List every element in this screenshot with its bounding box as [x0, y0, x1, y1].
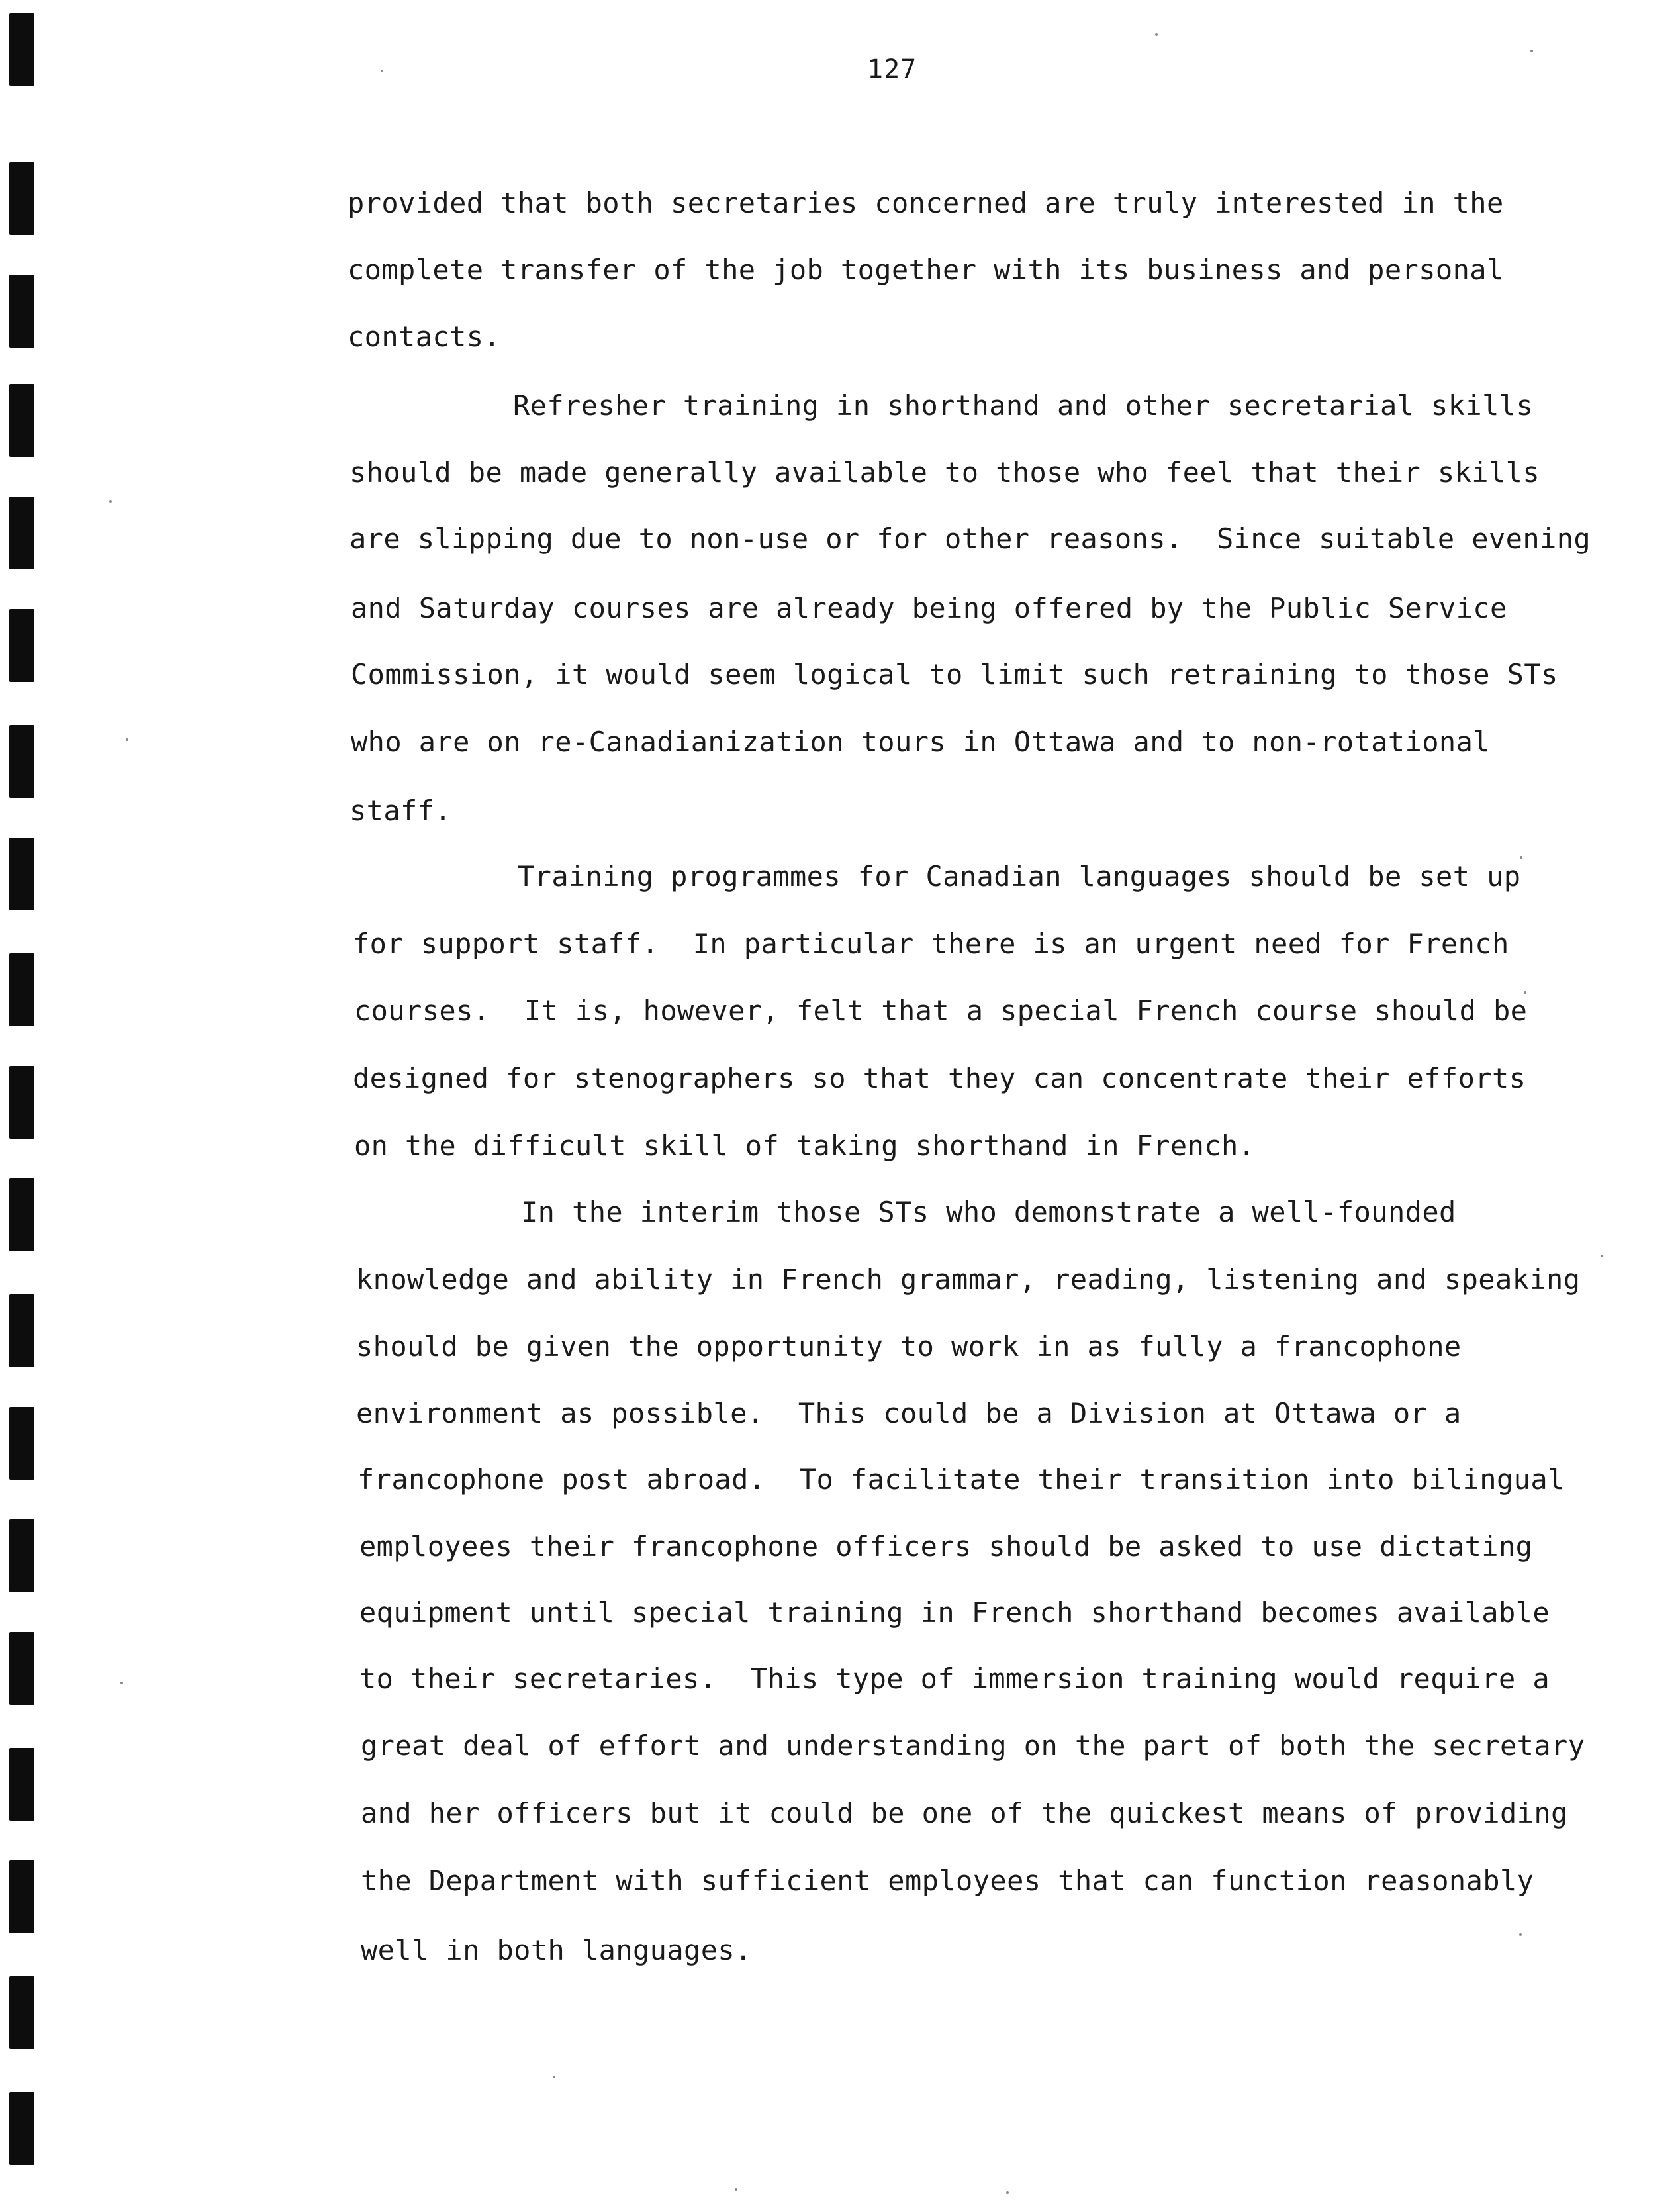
- binding-marks: [9, 0, 41, 2210]
- binding-mark: [9, 275, 34, 348]
- scan-speck: [120, 1682, 123, 1684]
- binding-mark: [9, 1976, 34, 2049]
- text-line: well in both languages.: [361, 1934, 752, 1966]
- text-line: designed for stenographers so that they can concentrate their efforts: [353, 1062, 1526, 1094]
- text-line: complete transfer of the job together with its business and personal: [348, 254, 1504, 286]
- text-line: should be made generally available to those who feel that their skills: [350, 456, 1540, 489]
- binding-mark: [9, 1178, 34, 1251]
- text-line: equipment until special training in French shorthand becomes available: [359, 1596, 1550, 1629]
- scan-speck: [1155, 33, 1158, 36]
- binding-mark: [9, 725, 34, 798]
- scan-speck: [1530, 50, 1533, 52]
- scan-speck: [109, 500, 112, 503]
- scan-speck: [1519, 1933, 1522, 1936]
- text-line: for support staff. In particular there is an urgent need for French: [353, 928, 1509, 960]
- text-line: and her officers but it could be one of the quickest means of providing: [361, 1797, 1568, 1829]
- scan-speck: [126, 738, 128, 741]
- page-number: 127: [867, 54, 917, 85]
- scan-speck: [553, 2076, 555, 2078]
- scan-speck: [1524, 991, 1526, 994]
- text-line: who are on re-Canadianization tours in Ottawa and to non-rotational: [351, 726, 1490, 758]
- text-line: francophone post abroad. To facilitate their transition into bilingual: [357, 1463, 1565, 1496]
- binding-mark: [9, 1066, 34, 1139]
- text-line: staff.: [350, 794, 452, 827]
- binding-mark: [9, 1860, 34, 1933]
- binding-mark: [9, 1407, 34, 1480]
- text-line: In the interim those STs who demonstrate a well-founded: [521, 1196, 1456, 1228]
- binding-mark: [9, 838, 34, 910]
- text-line: employees their francophone officers should be asked to use dictating: [359, 1530, 1533, 1562]
- binding-mark: [9, 384, 34, 457]
- binding-mark: [9, 497, 34, 569]
- binding-mark: [9, 953, 34, 1026]
- scan-speck: [381, 70, 383, 72]
- text-line: on the difficult skill of taking shorthand in French.: [354, 1129, 1256, 1162]
- text-line: and Saturday courses are already being offered by the Public Service: [351, 592, 1507, 624]
- binding-mark: [9, 1748, 34, 1821]
- text-line: to their secretaries. This type of immersion training would require a: [359, 1662, 1550, 1695]
- text-line: knowledge and ability in French grammar, reading, listening and speaking: [356, 1263, 1581, 1296]
- binding-mark: [9, 609, 34, 682]
- binding-mark: [9, 1519, 34, 1592]
- text-line: Refresher training in shorthand and other secretarial skills: [513, 389, 1534, 422]
- text-line: provided that both secretaries concerned are truly interested in the: [348, 187, 1504, 219]
- text-line: Commission, it would seem logical to limit such retraining to those STs: [351, 658, 1558, 691]
- binding-mark: [9, 2092, 34, 2165]
- text-line: the Department with sufficient employees that can function reasonably: [361, 1864, 1534, 1897]
- text-line: courses. It is, however, felt that a special French course should be: [354, 994, 1528, 1027]
- binding-mark: [9, 162, 34, 235]
- scan-speck: [1520, 856, 1522, 859]
- text-line: environment as possible. This could be a Division at Ottawa or a: [356, 1397, 1462, 1429]
- scan-speck: [1006, 2191, 1009, 2194]
- binding-mark: [9, 1294, 34, 1367]
- text-line: are slipping due to non-use or for other reasons. Since suitable evening: [350, 522, 1591, 555]
- binding-mark: [9, 13, 34, 86]
- scan-speck: [735, 2188, 737, 2191]
- scan-speck: [1601, 1255, 1603, 1257]
- text-line: should be given the opportunity to work in as fully a francophone: [356, 1330, 1462, 1363]
- text-line: contacts.: [348, 320, 501, 353]
- text-line: Training programmes for Canadian languages should be set up: [518, 860, 1521, 892]
- binding-mark: [9, 1632, 34, 1705]
- text-line: great deal of effort and understanding on the part of both the secretary: [361, 1729, 1585, 1762]
